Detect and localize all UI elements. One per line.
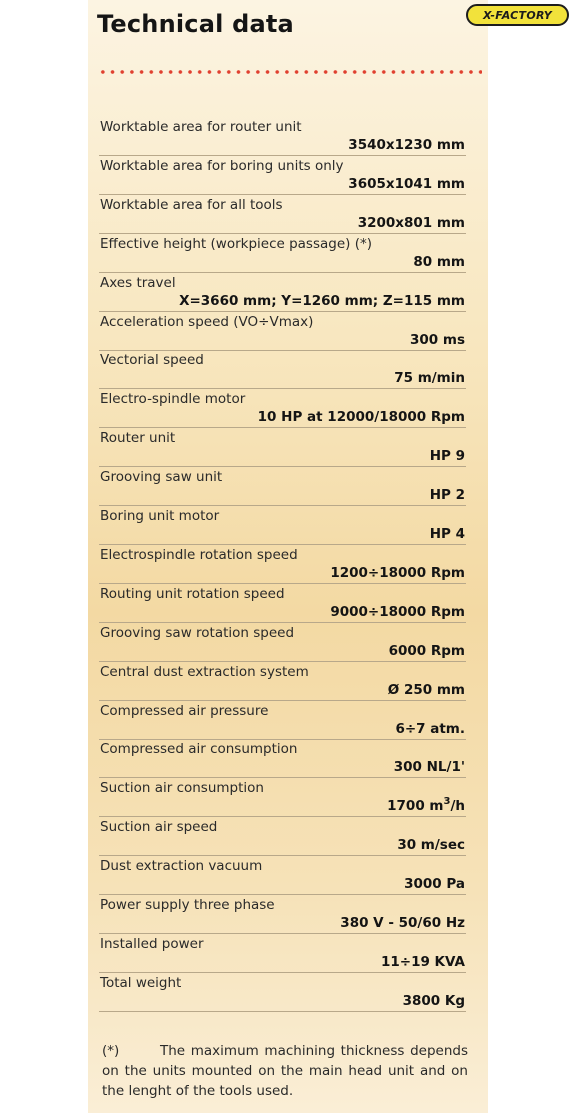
spec-label: Effective height (workpiece passage) (*) xyxy=(100,235,372,252)
spec-row xyxy=(99,857,466,895)
spec-value: HP 9 xyxy=(429,448,465,465)
spec-row xyxy=(99,935,466,973)
spec-value: 6÷7 atm. xyxy=(395,720,465,737)
spec-label: Acceleration speed (VO÷Vmax) xyxy=(100,313,314,330)
spec-row xyxy=(99,274,466,312)
spec-row xyxy=(99,702,466,740)
spec-label: Worktable area for router unit xyxy=(100,119,302,135)
spec-value: 3540x1230 mm xyxy=(348,137,465,153)
spec-label: Electrospindle rotation speed xyxy=(100,546,298,563)
spec-label: Boring unit motor xyxy=(100,508,220,524)
spec-row xyxy=(99,390,466,428)
spec-row xyxy=(99,546,466,584)
spec-value: 3000 Pa xyxy=(404,876,465,893)
spec-row xyxy=(99,779,466,817)
spec-row xyxy=(99,663,466,701)
spec-row xyxy=(99,235,466,273)
spec-row xyxy=(99,974,466,1012)
spec-value: 380 V - 50/60 Hz xyxy=(340,915,465,931)
dotted-divider xyxy=(98,70,482,74)
spec-row xyxy=(99,818,466,856)
spec-value: 30 m/sec xyxy=(397,837,465,854)
spec-label: Total weight xyxy=(100,974,182,991)
spec-label: Dust extraction vacuum xyxy=(100,858,263,875)
spec-label: Compressed air pressure xyxy=(100,702,269,719)
footnote-mark: (*) xyxy=(102,1043,120,1059)
spec-value-superscript: 3 xyxy=(443,795,451,807)
spec-label: Worktable area for boring units only xyxy=(100,157,344,174)
spec-label: Suction air speed xyxy=(100,819,218,836)
spec-row xyxy=(99,624,466,662)
spec-value: 3200x801 mm xyxy=(357,214,465,231)
spec-row xyxy=(99,507,466,545)
spec-value: 11÷19 KVA xyxy=(380,953,465,970)
spec-label: Grooving saw rotation speed xyxy=(100,624,295,641)
spec-value: 6000 Rpm xyxy=(388,642,465,659)
spec-value: 1200÷18000 Rpm xyxy=(330,564,465,581)
footnote-text: The maximum machining thickness depends on the units mounted on the main head unit and on the lenght of the tools used. xyxy=(102,1043,468,1099)
spec-label: Power supply three phase xyxy=(100,897,275,913)
spec-row xyxy=(99,468,466,506)
spec-value: 10 HP at 12000/18000 Rpm xyxy=(257,409,465,426)
spec-row xyxy=(99,740,466,778)
spec-label: Installed power xyxy=(100,935,204,952)
spec-value: 300 NL/1' xyxy=(393,759,465,776)
spec-value: X=3660 mm; Y=1260 mm; Z=115 mm xyxy=(179,292,465,309)
spec-label: Worktable area for all tools xyxy=(100,196,283,213)
spec-label: Router unit xyxy=(100,430,176,447)
spec-label: Electro-spindle motor xyxy=(100,391,246,408)
spec-row xyxy=(99,313,466,351)
spec-value: 80 mm xyxy=(413,253,465,270)
spec-value: HP 2 xyxy=(429,487,465,504)
spec-value: 3800 Kg xyxy=(402,992,465,1009)
brand-logo: X-FACTORY xyxy=(466,4,569,26)
spec-label: Vectorial speed xyxy=(100,352,204,369)
spec-value: Ø 250 mm xyxy=(387,681,465,698)
page-title: Technical data xyxy=(97,10,294,38)
spec-value: 3605x1041 mm xyxy=(348,175,465,192)
spec-value: 300 ms xyxy=(410,331,465,348)
spec-label: Axes travel xyxy=(100,274,176,291)
spec-value: 75 m/min xyxy=(394,370,465,387)
spec-label: Grooving saw unit xyxy=(100,469,223,486)
spec-row xyxy=(99,196,466,234)
spec-row xyxy=(99,896,466,934)
spec-label: Routing unit rotation speed xyxy=(100,585,285,602)
spec-value: 9000÷18000 Rpm xyxy=(330,603,465,620)
spec-value-main: 1700 m xyxy=(387,798,444,815)
spec-value: HP 4 xyxy=(429,526,465,542)
spec-value-suffix: /h xyxy=(450,798,465,815)
spec-row xyxy=(99,157,466,195)
spec-label: Central dust extraction system xyxy=(100,663,309,680)
spec-row xyxy=(99,351,466,389)
spec-label: Compressed air consumption xyxy=(100,741,298,758)
spec-row xyxy=(99,429,466,467)
spec-row xyxy=(99,118,466,156)
spec-label: Suction air consumption xyxy=(100,780,264,797)
spec-value xyxy=(387,795,465,815)
footnote xyxy=(102,1041,468,1101)
spec-row xyxy=(99,585,466,623)
